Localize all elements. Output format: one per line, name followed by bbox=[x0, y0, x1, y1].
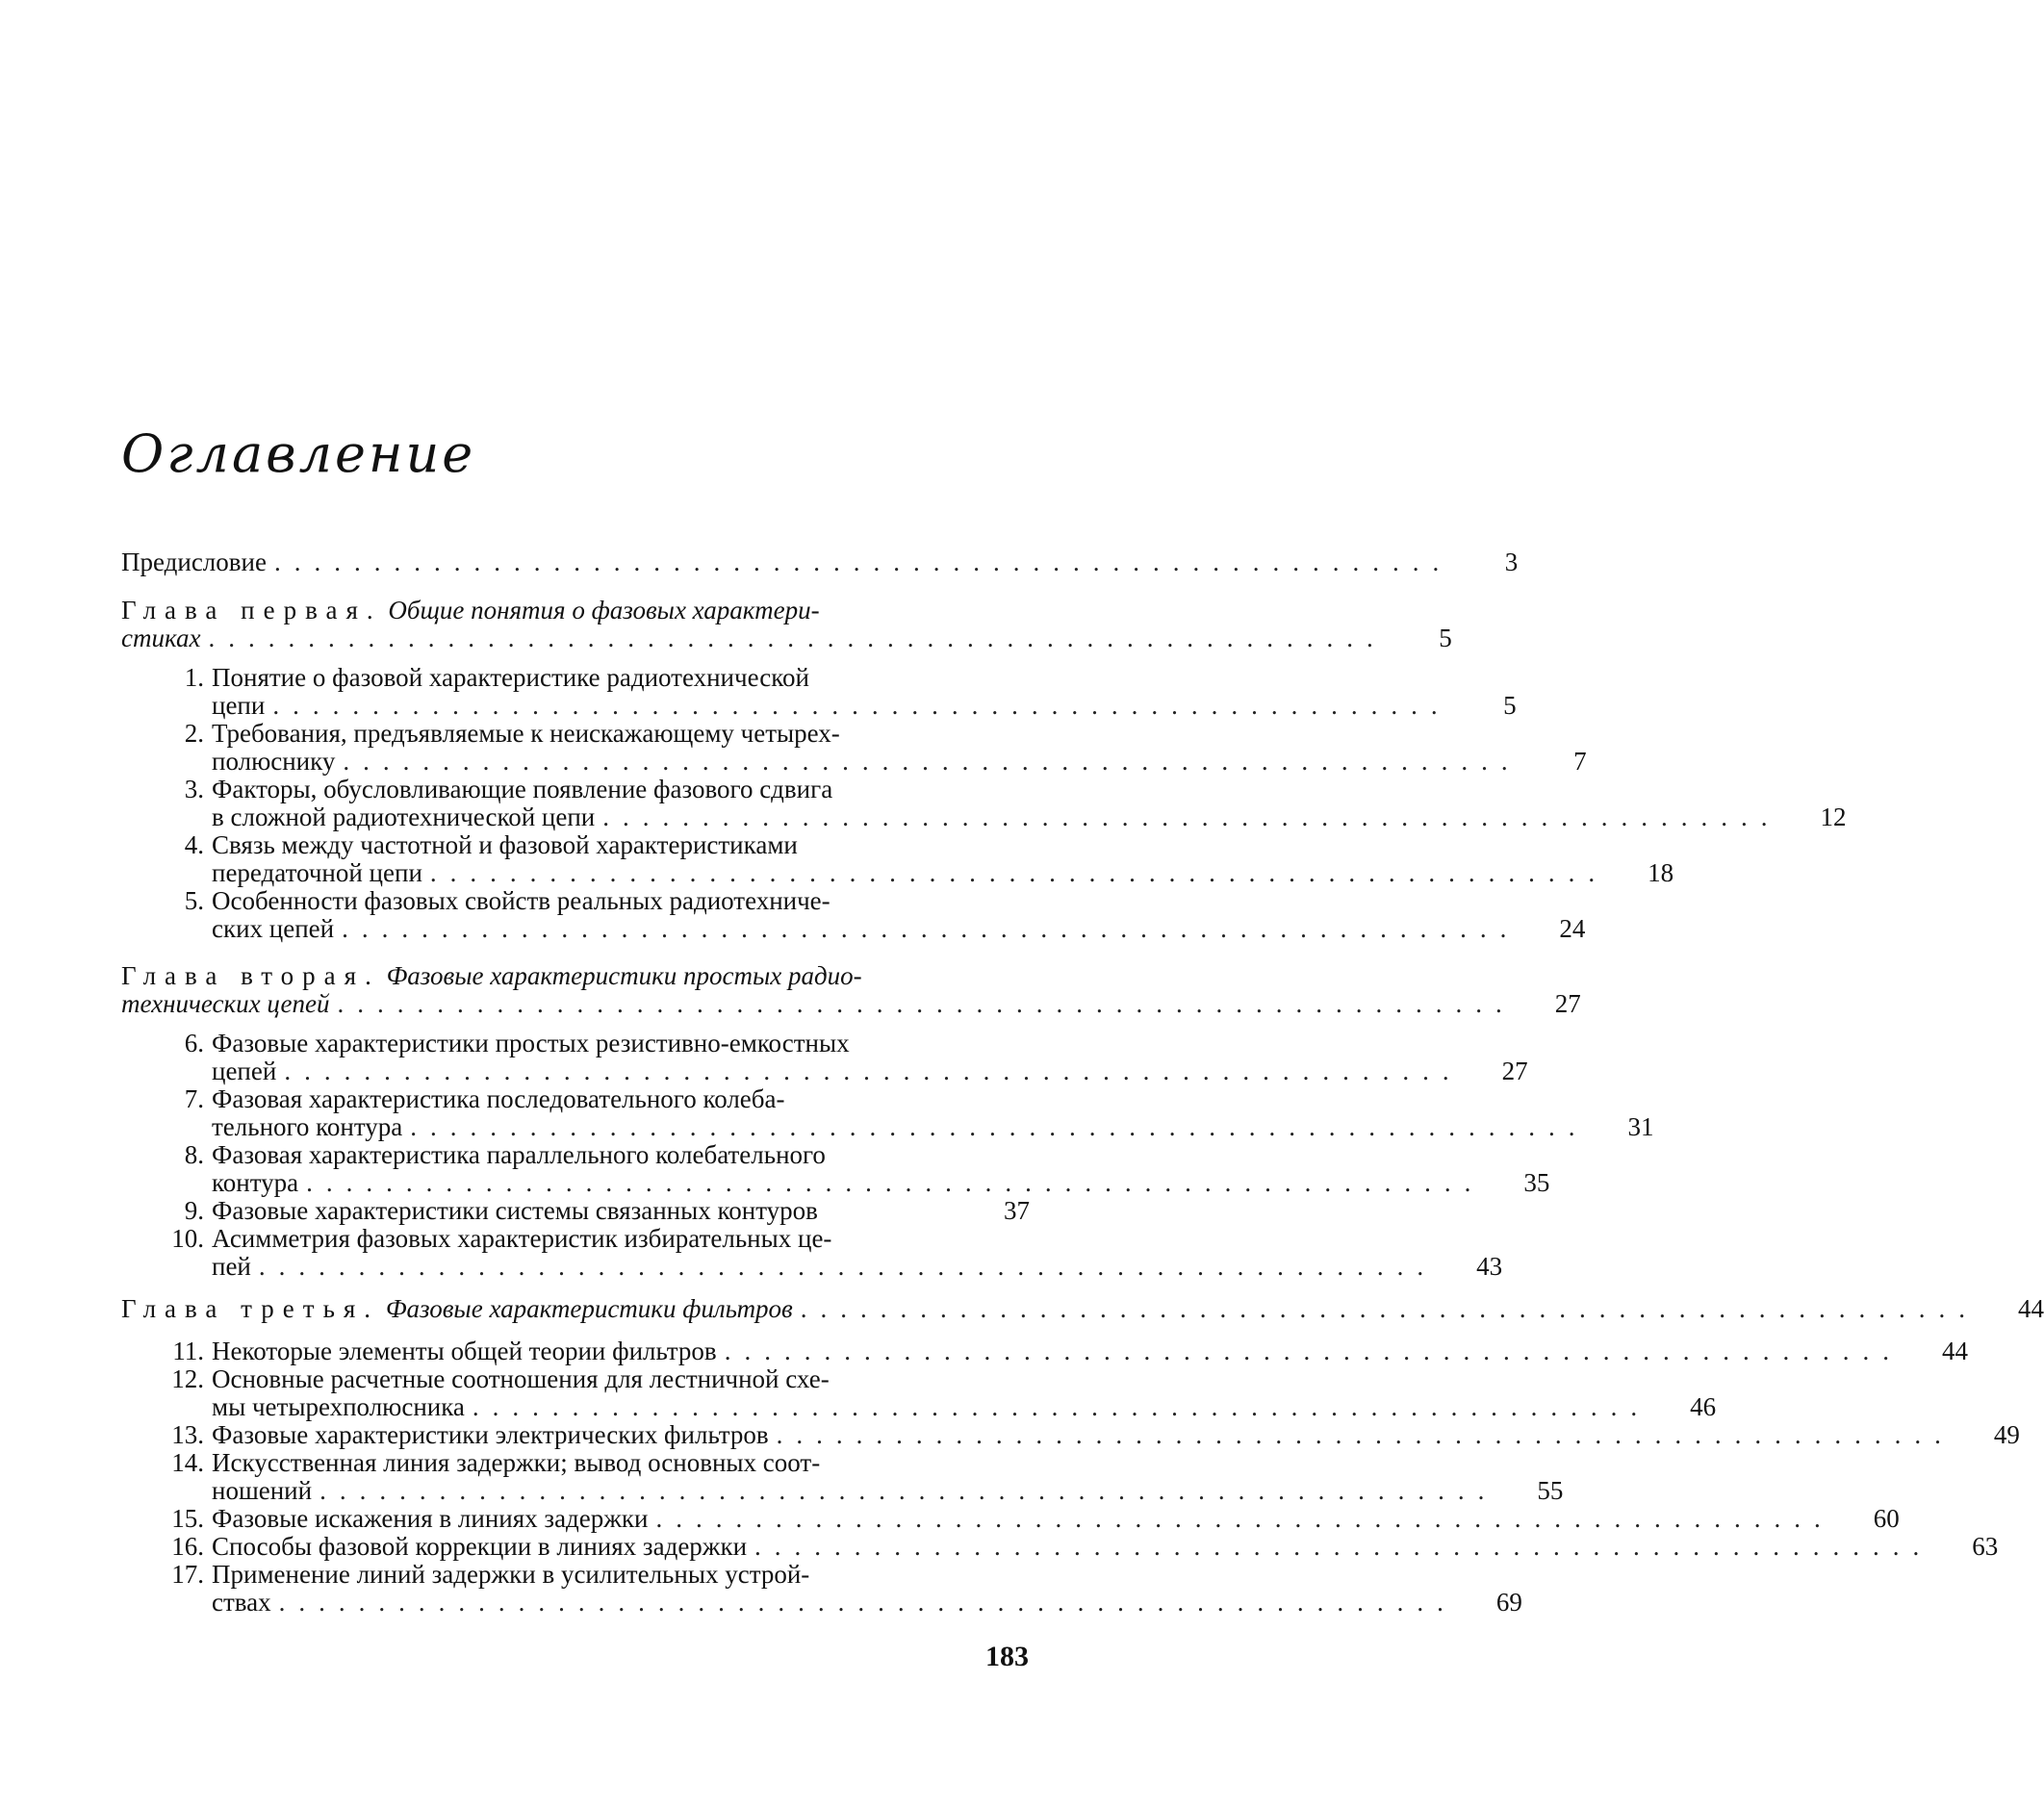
toc-entry-preface bbox=[121, 548, 1519, 576]
item-number: 13. bbox=[171, 1420, 204, 1449]
page-number: 46 bbox=[1690, 1392, 1717, 1421]
toc-item-2 bbox=[154, 719, 1587, 776]
page-number: 3 bbox=[1504, 548, 1519, 576]
item-title-cont: пей bbox=[212, 1252, 251, 1281]
leader-dots: ........................................................... bbox=[754, 1532, 1933, 1561]
toc-item-4 bbox=[154, 830, 1674, 887]
toc-item-13 bbox=[154, 1420, 2020, 1449]
page-number: 5 bbox=[1439, 624, 1452, 652]
item-number: 5. bbox=[184, 886, 204, 915]
page-title: Оглавление bbox=[121, 423, 476, 484]
item-number: 14. bbox=[171, 1448, 204, 1477]
page-number: 63 bbox=[1972, 1532, 1999, 1561]
item-title: Искусственная линия задержки; вывод основных соот- bbox=[212, 1448, 821, 1477]
item-number: 4. bbox=[184, 830, 204, 859]
item-title-cont: контура bbox=[212, 1168, 299, 1197]
item-number: 17. bbox=[171, 1560, 204, 1589]
item-number: 15. bbox=[171, 1504, 204, 1533]
leader-dots: ........................................................... bbox=[272, 691, 1451, 720]
page-number: 5 bbox=[1503, 691, 1517, 720]
item-title-cont: цепи bbox=[212, 691, 266, 720]
page-number: 12 bbox=[1820, 803, 1847, 831]
item-title: Фазовые характеристики системы связанных контуров bbox=[212, 1196, 818, 1225]
leader-dots: ........................................................... bbox=[258, 1252, 1438, 1281]
page-number: 37 bbox=[1004, 1196, 1030, 1225]
item-title: Понятие о фазовой характеристике радиотехнической bbox=[212, 663, 809, 692]
item-title: Способы фазовой коррекции в линиях задержки bbox=[212, 1532, 748, 1561]
item-number: 11. bbox=[172, 1337, 204, 1365]
item-title: Особенности фазовых свойств реальных радиотехниче- bbox=[212, 886, 830, 915]
page-number: 35 bbox=[1523, 1168, 1550, 1197]
page-number: 18 bbox=[1648, 858, 1674, 887]
item-title-cont: ствах bbox=[212, 1588, 271, 1617]
chapter-title-cont: стиках bbox=[121, 624, 201, 652]
item-title-cont: полюснику bbox=[212, 747, 336, 776]
toc-item-15 bbox=[154, 1504, 1900, 1533]
item-title: Фазовые искажения в линиях задержки bbox=[212, 1504, 649, 1533]
chapter-label: Глава вторая. bbox=[121, 961, 380, 990]
leader-dots: ........................................................... bbox=[319, 1476, 1498, 1505]
page-number: 31 bbox=[1627, 1112, 1654, 1141]
item-title: Фазовая характеристика параллельного колебательного bbox=[212, 1140, 826, 1169]
toc-item-9 bbox=[154, 1197, 1030, 1225]
page-number: 69 bbox=[1495, 1588, 1522, 1617]
page-number: 44 bbox=[2018, 1294, 2044, 1323]
leader-dots: ........................................................... bbox=[273, 548, 1453, 576]
page-number: 27 bbox=[1554, 989, 1581, 1018]
page-number: 44 bbox=[1941, 1337, 1968, 1365]
toc-item-1 bbox=[154, 663, 1517, 720]
leader-dots: ........................................................... bbox=[724, 1337, 1903, 1365]
toc-item-6 bbox=[154, 1029, 1528, 1085]
item-number: 3. bbox=[184, 775, 204, 803]
leader-dots: ........................................................... bbox=[284, 1057, 1463, 1085]
leader-dots: ........................................................... bbox=[800, 1294, 1980, 1323]
page-number: 43 bbox=[1476, 1252, 1503, 1281]
item-number: 16. bbox=[171, 1532, 204, 1561]
page-number: 24 bbox=[1559, 914, 1586, 943]
item-title: Факторы, обусловливающие появление фазового сдвига bbox=[212, 775, 833, 803]
leader-dots: ........................................................... bbox=[208, 624, 1387, 652]
toc-item-14 bbox=[154, 1448, 1564, 1505]
chapter-heading-1 bbox=[121, 596, 1452, 652]
page-number: 60 bbox=[1873, 1504, 1900, 1533]
item-title: Некоторые элементы общей теории фильтров bbox=[212, 1337, 717, 1365]
leader-dots: ........................................................... bbox=[343, 747, 1521, 776]
item-title-cont: ношений bbox=[212, 1476, 313, 1505]
leader-dots: ........................................................... bbox=[410, 1112, 1589, 1141]
item-number: 12. bbox=[171, 1364, 204, 1393]
leader-dots: ........................................................... bbox=[776, 1420, 1955, 1449]
chapter-title: Фазовые характеристики простых радио- bbox=[386, 961, 862, 990]
item-number: 10. bbox=[171, 1224, 204, 1253]
page-number: 7 bbox=[1573, 747, 1587, 776]
item-title-cont: мы четырехполюсника bbox=[212, 1392, 465, 1421]
item-title-cont: цепей bbox=[212, 1057, 277, 1085]
leader-dots: ........................................................... bbox=[429, 858, 1609, 887]
item-title: Основные расчетные соотношения для лестничной схе- bbox=[212, 1364, 830, 1393]
chapter-heading-2 bbox=[121, 961, 1581, 1018]
chapter-label: Глава третья. bbox=[121, 1294, 380, 1323]
toc-item-5 bbox=[154, 886, 1586, 943]
item-title: Требования, предъявляемые к неискажающему четырех- bbox=[212, 719, 840, 748]
item-number: 6. bbox=[184, 1029, 204, 1057]
toc-item-12 bbox=[154, 1364, 1717, 1421]
page-number: 55 bbox=[1537, 1476, 1564, 1505]
chapter-title: Общие понятия о фазовых характери- bbox=[388, 596, 820, 624]
toc-item-7 bbox=[154, 1084, 1654, 1141]
item-number: 7. bbox=[184, 1084, 204, 1113]
item-number: 1. bbox=[184, 663, 204, 692]
page-number: 27 bbox=[1501, 1057, 1528, 1085]
leader-dots: ........................................................... bbox=[655, 1504, 1834, 1533]
leader-dots: ........................................................... bbox=[306, 1168, 1485, 1197]
item-title-cont: в сложной радиотехнической цепи bbox=[212, 803, 596, 831]
item-title: Фазовые характеристики электрических фильтров bbox=[212, 1420, 769, 1449]
item-title-cont: тельного контура bbox=[212, 1112, 403, 1141]
item-number: 2. bbox=[184, 719, 204, 748]
leader-dots: ........................................................... bbox=[602, 803, 1781, 831]
page-number: 49 bbox=[1993, 1420, 2020, 1449]
item-title-cont: передаточной цепи bbox=[212, 858, 422, 887]
item-title: Фазовые характеристики простых резистивно-емкостных bbox=[212, 1029, 850, 1057]
item-title: Связь между частотной и фазовой характеристиками bbox=[212, 830, 798, 859]
leader-dots: ........................................................... bbox=[472, 1392, 1651, 1421]
leader-dots: ........................................................... bbox=[337, 989, 1516, 1018]
chapter-title: Фазовые характеристики фильтров bbox=[385, 1294, 793, 1323]
toc-entry-label: Предисловие bbox=[121, 548, 267, 576]
item-number: 8. bbox=[184, 1140, 204, 1169]
toc-item-8 bbox=[154, 1140, 1550, 1197]
toc-item-17 bbox=[154, 1560, 1522, 1617]
chapter-title-cont: технических цепей bbox=[121, 989, 330, 1018]
item-title-cont: ских цепей bbox=[212, 914, 335, 943]
item-title: Применение линий задержки в усилительных устрой- bbox=[212, 1560, 810, 1589]
chapter-heading-3 bbox=[121, 1294, 2044, 1323]
item-number: 9. bbox=[184, 1196, 204, 1225]
toc-item-3 bbox=[154, 775, 1847, 831]
folio-page-number: 183 bbox=[985, 1641, 1029, 1672]
toc-item-11 bbox=[154, 1337, 1968, 1365]
item-title: Фазовая характеристика последовательного колеба- bbox=[212, 1084, 785, 1113]
chapter-label: Глава первая. bbox=[121, 596, 382, 624]
item-title: Асимметрия фазовых характеристик избирательных це- bbox=[212, 1224, 832, 1253]
toc-item-10 bbox=[154, 1224, 1503, 1281]
toc-item-16 bbox=[154, 1532, 1999, 1561]
leader-dots: ........................................................... bbox=[278, 1588, 1457, 1617]
leader-dots: ........................................................... bbox=[342, 914, 1520, 943]
